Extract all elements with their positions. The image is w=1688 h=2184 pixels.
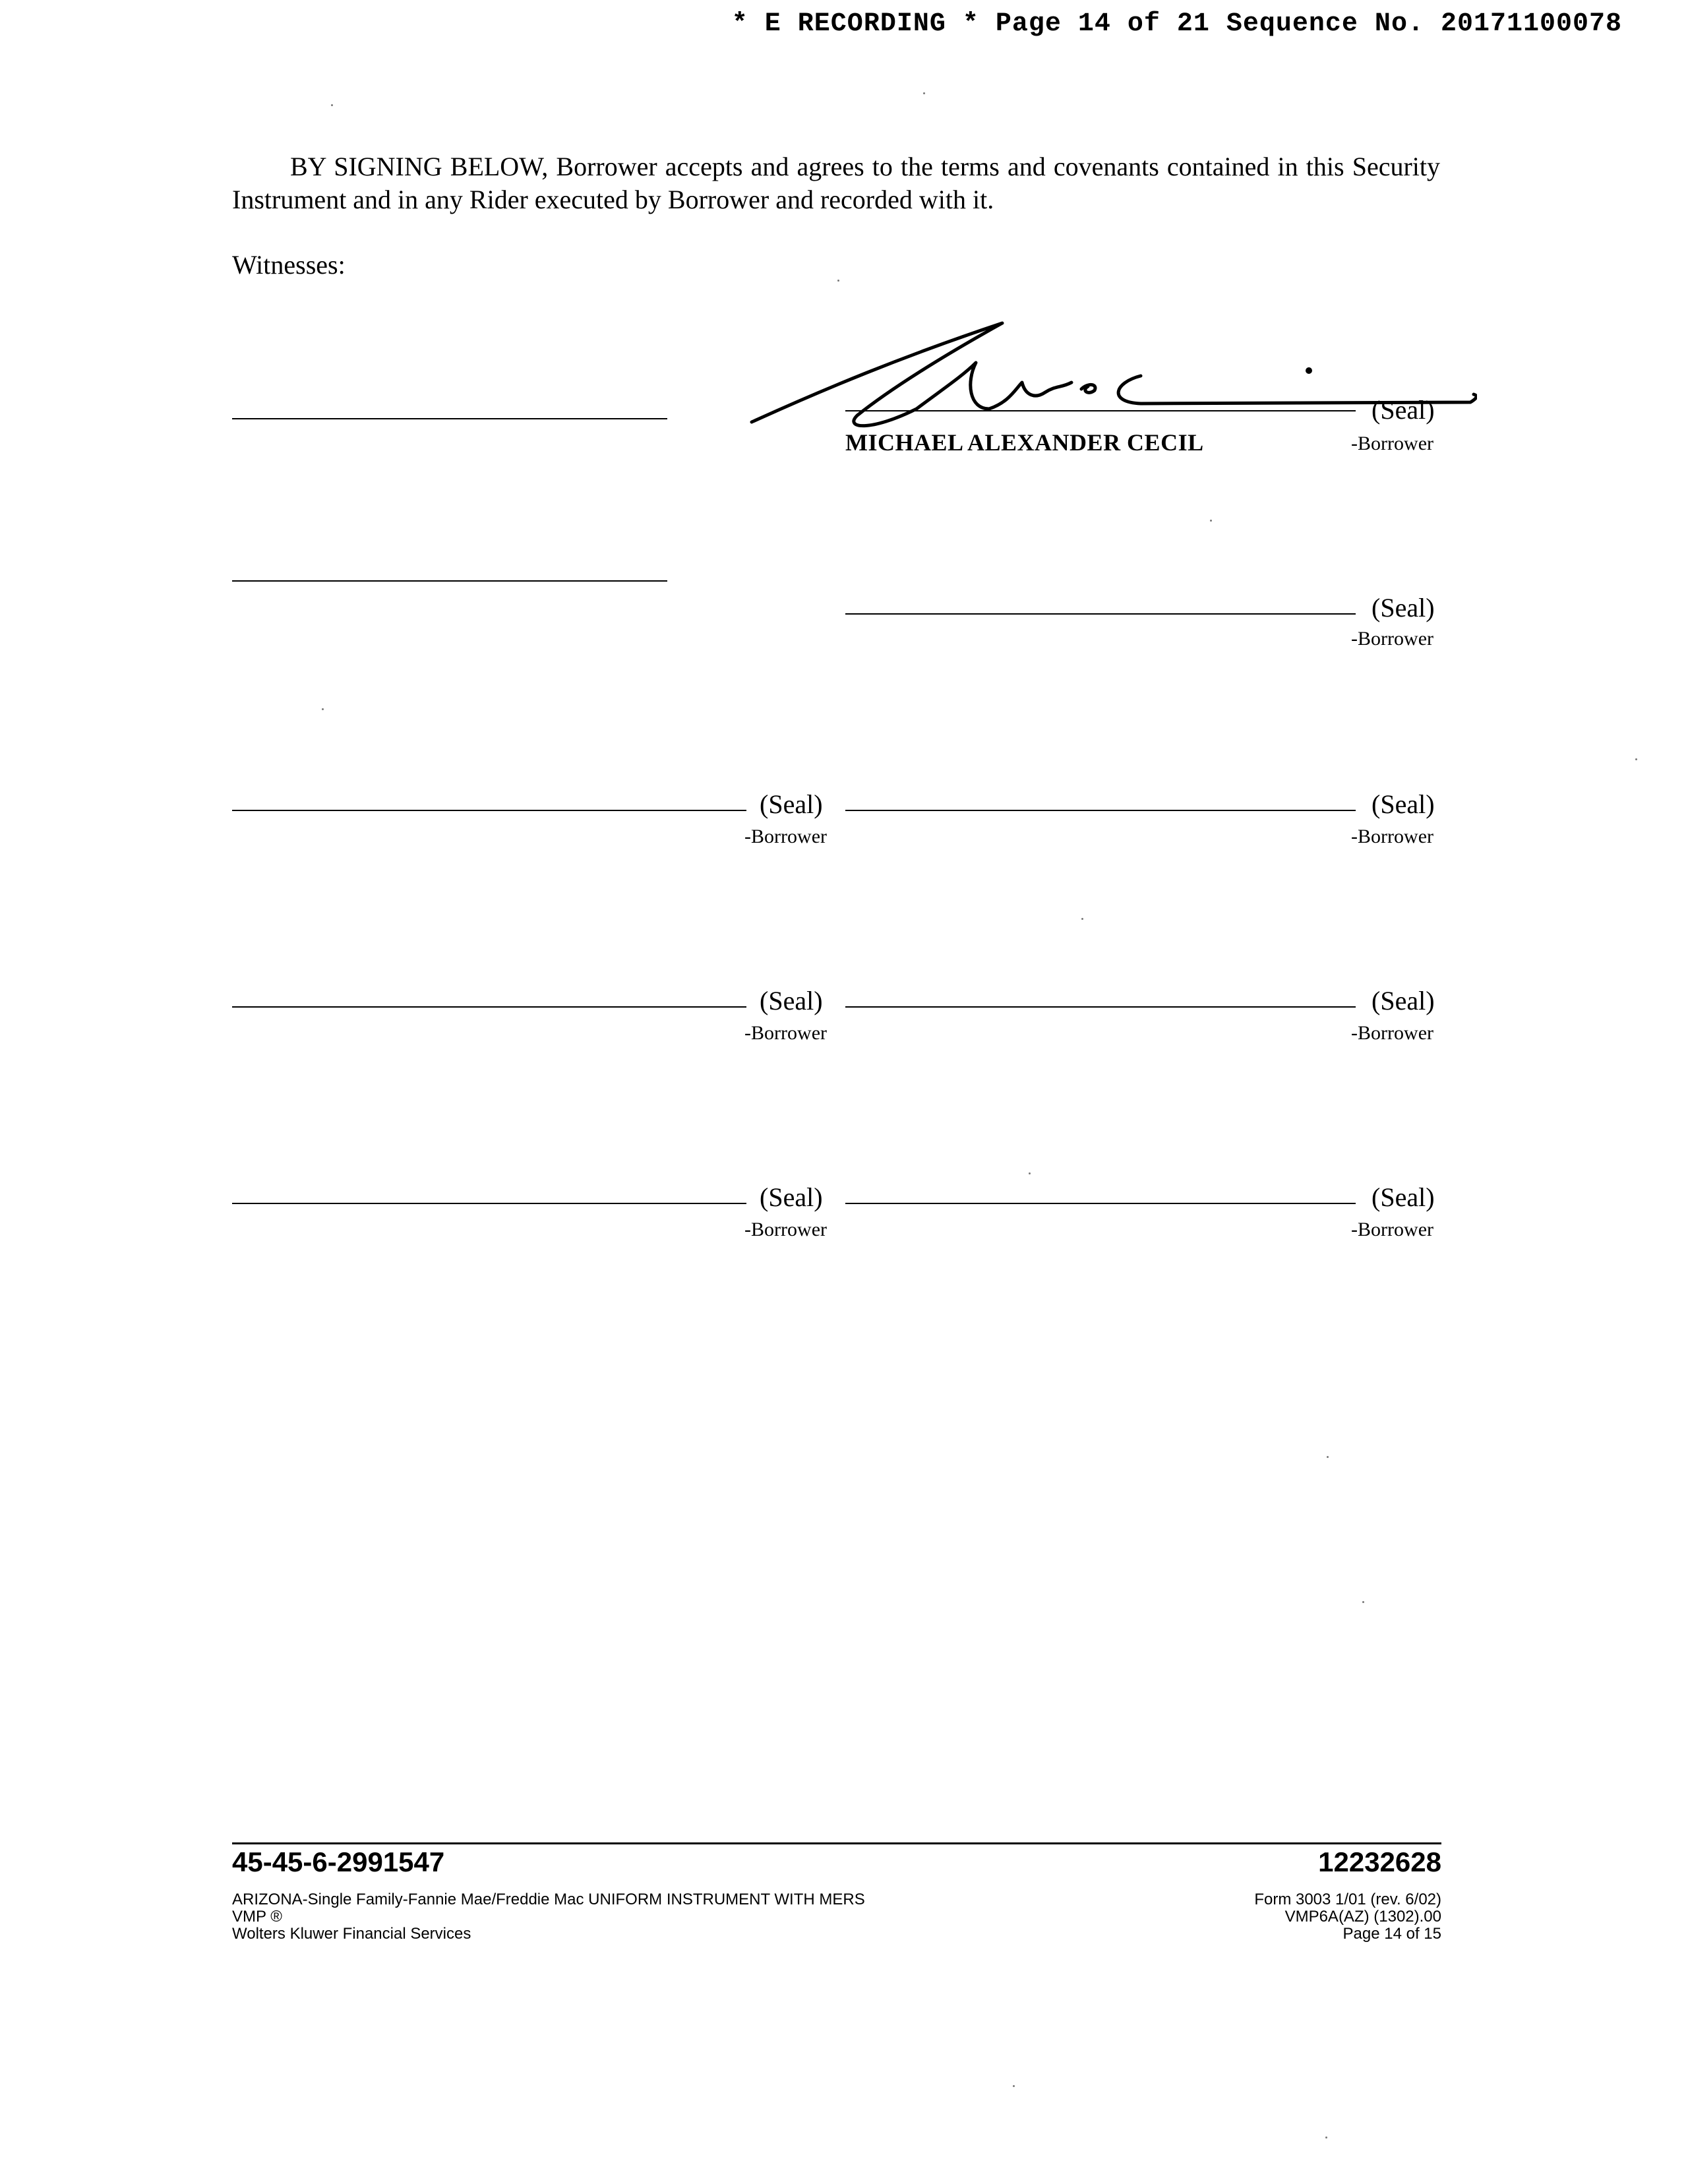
- scan-speck: [1013, 2085, 1015, 2087]
- form-description: ARIZONA-Single Family-Fannie Mae/Freddie Mac UNIFORM INSTRUMENT WITH MERS: [232, 1891, 865, 1908]
- scan-speck: [1081, 918, 1083, 920]
- signer-name: MICHAEL ALEXANDER CECIL: [845, 429, 1204, 456]
- seal-label-8: (Seal): [1372, 1182, 1435, 1212]
- scan-speck: [1210, 520, 1212, 522]
- handwritten-signature: [745, 310, 1477, 448]
- recording-stamp: * E RECORDING * Page 14 of 21 Sequence No. 20171100078: [731, 9, 1622, 39]
- borrower-label-2: -Borrower: [1351, 628, 1433, 650]
- footer-form-codes: [1254, 1891, 1441, 1943]
- footer-form-info: [232, 1891, 865, 1943]
- scan-speck: [322, 708, 324, 710]
- seal-label-3: (Seal): [760, 789, 823, 819]
- borrower-label-1: -Borrower: [1351, 433, 1433, 454]
- borrower-label-5: -Borrower: [744, 1022, 827, 1044]
- vmp-code: VMP6A(AZ) (1302).00: [1284, 1908, 1441, 1926]
- scan-speck: [1635, 758, 1637, 760]
- signature-line-7: [232, 1203, 746, 1204]
- seal-label-1: (Seal): [1372, 395, 1435, 425]
- borrower-label-6: -Borrower: [1351, 1022, 1433, 1044]
- scan-speck: [1327, 1456, 1329, 1458]
- scan-speck: [1362, 1601, 1364, 1603]
- seal-label-6: (Seal): [1372, 986, 1435, 1016]
- publisher: Wolters Kluwer Financial Services: [232, 1925, 471, 1943]
- seal-label-2: (Seal): [1372, 593, 1435, 622]
- acceptance-paragraph: BY SIGNING BELOW, Borrower accepts and agrees to the terms and covenants contained in this Security Instrument and in any Rider executed by Borrower and recorded with it.: [232, 152, 1440, 214]
- signature-line-8: [845, 1203, 1356, 1204]
- seal-label-5: (Seal): [760, 986, 823, 1016]
- page-info: Page 14 of 15: [1342, 1925, 1441, 1943]
- witness-line-2: [232, 580, 667, 582]
- form-number: Form 3003 1/01 (rev. 6/02): [1254, 1891, 1441, 1908]
- scan-speck: [1325, 2137, 1327, 2138]
- signature-line-2: [845, 613, 1356, 615]
- borrower-label-4: -Borrower: [1351, 826, 1433, 847]
- witnesses-label: Witnesses:: [232, 250, 346, 280]
- signature-line-3: [232, 810, 746, 811]
- borrower-label-3: -Borrower: [744, 826, 827, 847]
- vmp-label: VMP ®: [232, 1908, 282, 1926]
- witness-line-1: [232, 418, 667, 419]
- borrower-label-7: -Borrower: [744, 1219, 827, 1240]
- signature-line-1: [845, 410, 1356, 411]
- signature-line-5: [232, 1006, 746, 1008]
- borrower-label-8: -Borrower: [1351, 1219, 1433, 1240]
- seal-label-4: (Seal): [1372, 789, 1435, 819]
- loan-number-left: 45-45-6-2991547: [232, 1846, 445, 1877]
- scan-speck: [331, 104, 333, 106]
- footer-rule: [232, 1842, 1441, 1844]
- signature-line-6: [845, 1006, 1356, 1008]
- scan-speck: [837, 280, 839, 282]
- seal-label-7: (Seal): [760, 1182, 823, 1212]
- scan-speck: [923, 92, 925, 94]
- scan-speck: [1029, 1172, 1031, 1174]
- signature-line-4: [845, 810, 1356, 811]
- loan-number-right: 12232628: [1318, 1846, 1441, 1877]
